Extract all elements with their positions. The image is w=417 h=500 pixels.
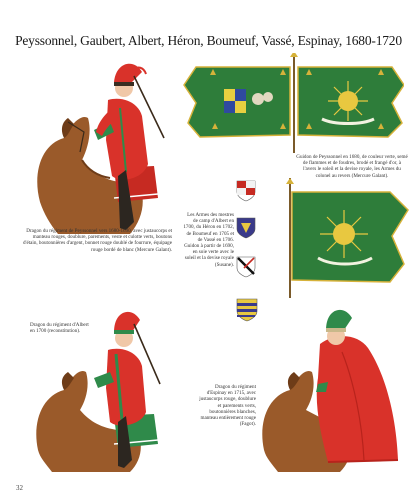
dragoon-albert-illustration bbox=[28, 292, 183, 472]
page-number: 32 bbox=[16, 484, 23, 492]
caption-dragoon-peyssonnel: Dragon du régiment de Peyssonnel vers 1680-1690, avec justaucorps et manteau rouges, doublure, parements, veste et culotte verts, boutons d'étain, boutonnières d'argent, bonnet rouge doublé de fourrure, équipage rouge bordé de blanc (Mercure Galant). bbox=[23, 228, 172, 253]
guidon-peyssonnel-illustration bbox=[182, 53, 404, 153]
dragoon-peyssonnel-illustration bbox=[22, 52, 182, 237]
guidon-1690-illustration bbox=[280, 178, 410, 298]
page-title: Peyssonnel, Gaubert, Albert, Héron, Boumeuf, Vassé, Espinay, 1680-1720 bbox=[15, 33, 402, 48]
caption-dragoon-espinay: Dragon du régiment d'Espinay en 1715, avec justaucorps rouge, doublure et parements verts, boutonnières blanches, manteau entièrement rouge (Fagot). bbox=[199, 384, 256, 428]
caption-guidon-peyssonnel: Guidon de Peyssonnel en 1680, de couleur verte, semé de flammes et de foudres, brodé et frangé d'or, à l'avers le soleil et la devise royale, les Armes du colonel au revers (Mercure Galant). bbox=[296, 154, 408, 179]
arms-vasse-icon bbox=[236, 298, 258, 322]
arms-albert-icon bbox=[236, 180, 256, 202]
caption-arms: Les Armes des mestres de camp d'Albert en 1700, du Héron en 1702, de Boumeuf en 1705 et de Vassé en 1706. Guidon à partir de 1690, en soie verte avec le soleil et la devise royale (Susane). bbox=[183, 212, 234, 268]
arms-heron-icon bbox=[236, 217, 256, 239]
caption-dragoon-albert: Dragon du régiment d'Albert en 1700 (reconstitution). bbox=[30, 322, 89, 335]
dragoon-espinay-illustration bbox=[258, 292, 408, 472]
arms-boumeuf-icon bbox=[236, 256, 256, 278]
